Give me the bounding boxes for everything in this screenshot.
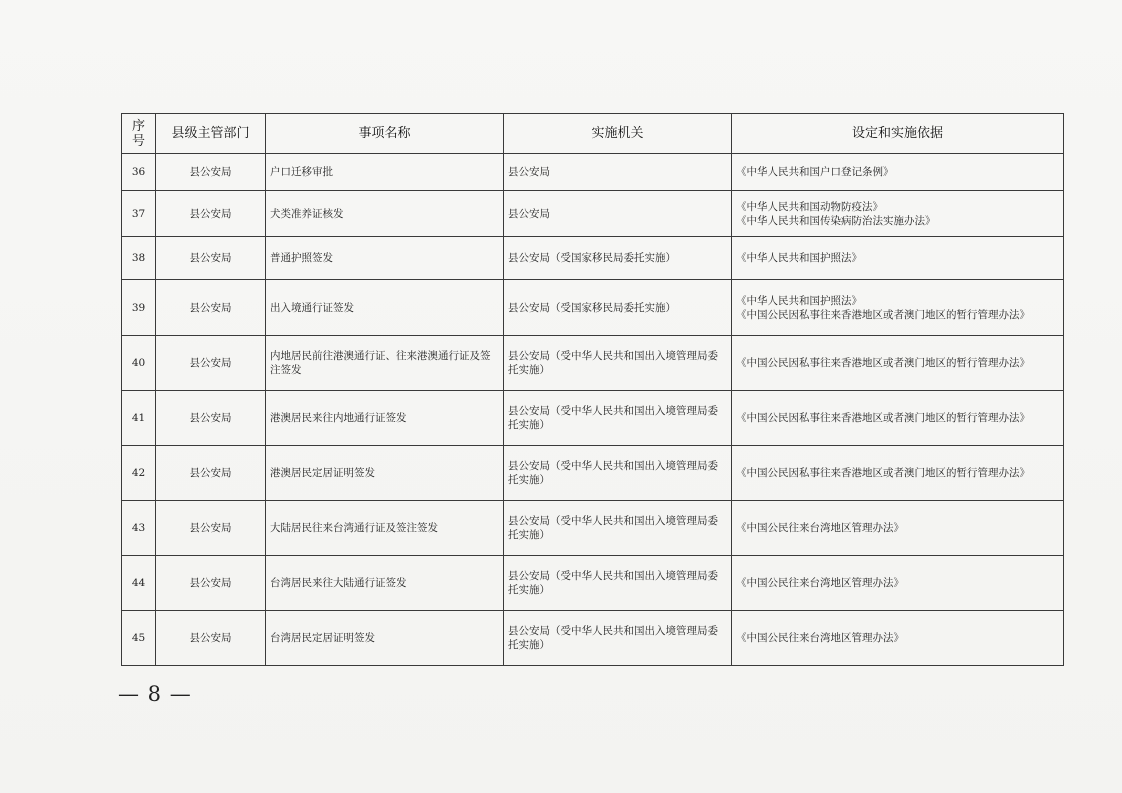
row-name: 普通护照签发 xyxy=(266,237,504,280)
table-row xyxy=(122,611,1064,666)
row-name: 内地居民前往港澳通行证、往来港澳通行证及签 注签发 xyxy=(266,336,504,391)
page-number: — 8 — xyxy=(118,682,192,706)
row-agency: 县公安局（受中华人民共和国出入境管理局委 托实施） xyxy=(504,336,732,391)
table-row xyxy=(122,154,1064,191)
row-basis: 《中国公民因私事往来香港地区或者澳门地区的暂行管理办法》 xyxy=(732,336,1064,391)
row-name: 出入境通行证签发 xyxy=(266,280,504,336)
row-dept: 县公安局 xyxy=(156,154,266,191)
row-seq: 42 xyxy=(122,446,156,501)
row-name: 台湾居民定居证明签发 xyxy=(266,611,504,666)
row-dept: 县公安局 xyxy=(156,611,266,666)
row-basis: 《中国公民因私事往来香港地区或者澳门地区的暂行管理办法》 xyxy=(732,391,1064,446)
row-seq: 41 xyxy=(122,391,156,446)
row-seq: 43 xyxy=(122,501,156,556)
row-agency: 县公安局（受国家移民局委托实施） xyxy=(504,280,732,336)
row-name: 大陆居民往来台湾通行证及签注签发 xyxy=(266,501,504,556)
row-name: 台湾居民来往大陆通行证签发 xyxy=(266,556,504,611)
row-dept: 县公安局 xyxy=(156,446,266,501)
row-dept: 县公安局 xyxy=(156,280,266,336)
table-row xyxy=(122,446,1064,501)
row-name: 犬类准养证核发 xyxy=(266,191,504,237)
table-header-row xyxy=(122,114,1064,154)
header-agency: 实施机关 xyxy=(504,114,732,154)
row-dept: 县公安局 xyxy=(156,336,266,391)
table-row xyxy=(122,280,1064,336)
row-name: 港澳居民定居证明签发 xyxy=(266,446,504,501)
row-basis: 《中国公民往来台湾地区管理办法》 xyxy=(732,556,1064,611)
row-name: 户口迁移审批 xyxy=(266,154,504,191)
header-basis: 设定和实施依据 xyxy=(732,114,1064,154)
row-basis: 《中国公民往来台湾地区管理办法》 xyxy=(732,611,1064,666)
row-dept: 县公安局 xyxy=(156,391,266,446)
row-agency: 县公安局（受中华人民共和国出入境管理局委 托实施） xyxy=(504,611,732,666)
row-seq: 36 xyxy=(122,154,156,191)
table-row xyxy=(122,336,1064,391)
table-row xyxy=(122,191,1064,237)
row-seq: 45 xyxy=(122,611,156,666)
row-seq: 37 xyxy=(122,191,156,237)
table-row xyxy=(122,237,1064,280)
header-name: 事项名称 xyxy=(266,114,504,154)
row-dept: 县公安局 xyxy=(156,191,266,237)
row-seq: 40 xyxy=(122,336,156,391)
row-basis: 《中华人民共和国护照法》 xyxy=(732,237,1064,280)
row-name: 港澳居民来往内地通行证签发 xyxy=(266,391,504,446)
row-dept: 县公安局 xyxy=(156,501,266,556)
row-basis: 《中华人民共和国动物防疫法》 《中华人民共和国传染病防治法实施办法》 xyxy=(732,191,1064,237)
row-basis: 《中国公民往来台湾地区管理办法》 xyxy=(732,501,1064,556)
row-agency: 县公安局 xyxy=(504,154,732,191)
header-seq: 序 号 xyxy=(122,114,156,154)
row-dept: 县公安局 xyxy=(156,237,266,280)
table-row xyxy=(122,391,1064,446)
header-dept: 县级主管部门 xyxy=(156,114,266,154)
table-row xyxy=(122,556,1064,611)
row-basis: 《中国公民因私事往来香港地区或者澳门地区的暂行管理办法》 xyxy=(732,446,1064,501)
row-agency: 县公安局 xyxy=(504,191,732,237)
row-dept: 县公安局 xyxy=(156,556,266,611)
row-agency: 县公安局（受中华人民共和国出入境管理局委 托实施） xyxy=(504,391,732,446)
row-basis: 《中华人民共和国护照法》 《中国公民因私事往来香港地区或者澳门地区的暂行管理办法》 xyxy=(732,280,1064,336)
administrative-items-table xyxy=(121,113,1064,666)
table-row xyxy=(122,501,1064,556)
row-seq: 44 xyxy=(122,556,156,611)
row-agency: 县公安局（受国家移民局委托实施） xyxy=(504,237,732,280)
row-seq: 38 xyxy=(122,237,156,280)
row-seq: 39 xyxy=(122,280,156,336)
row-basis: 《中华人民共和国户口登记条例》 xyxy=(732,154,1064,191)
row-agency: 县公安局（受中华人民共和国出入境管理局委 托实施） xyxy=(504,446,732,501)
row-agency: 县公安局（受中华人民共和国出入境管理局委 托实施） xyxy=(504,556,732,611)
row-agency: 县公安局（受中华人民共和国出入境管理局委 托实施） xyxy=(504,501,732,556)
